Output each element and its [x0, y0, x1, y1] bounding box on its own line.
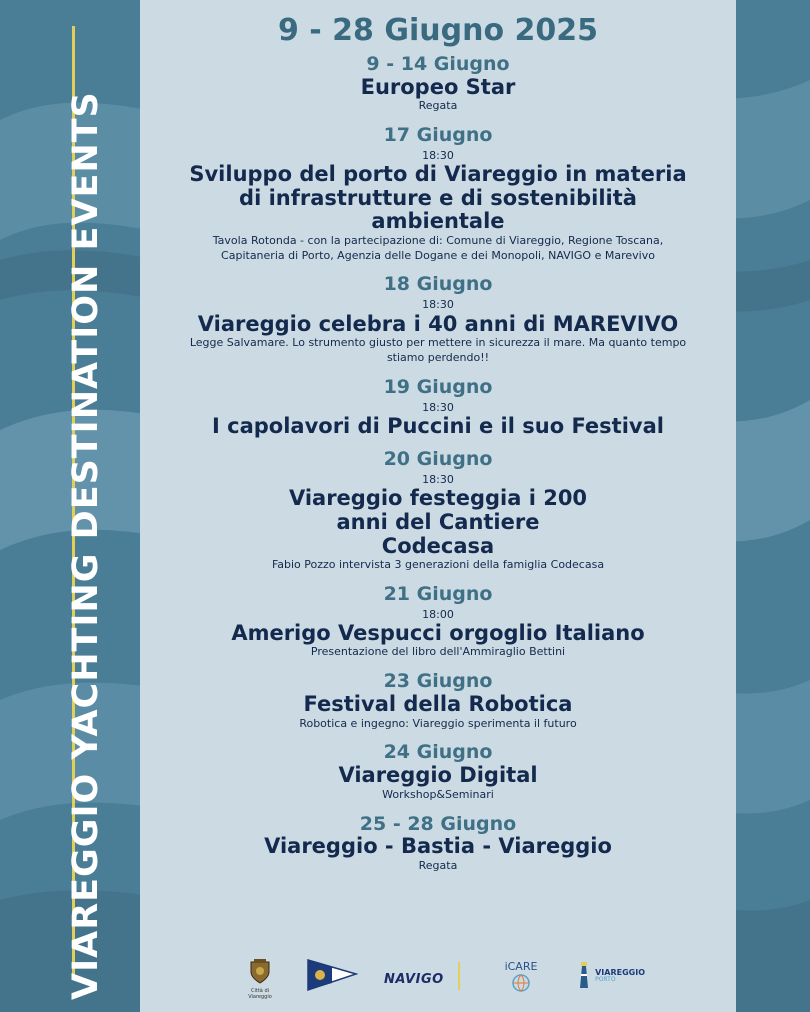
- porto-bottom-text: PORTO: [595, 976, 616, 983]
- yacht-club-logo: [306, 956, 358, 998]
- viareggio-porto-logo: [578, 962, 645, 990]
- navigo-logo: [384, 968, 444, 987]
- side-title: VIAREGGIO YACHTING DESTINATION EVENTS: [66, 91, 106, 1000]
- event-date: 18 Giugno: [383, 273, 493, 296]
- event-date: 19 Giugno: [383, 375, 493, 398]
- comune-caption: Città di Viareggio: [248, 988, 272, 1000]
- icare-logo: [504, 960, 538, 997]
- event-time: 18:30: [422, 400, 454, 414]
- lighthouse-icon: [578, 962, 590, 990]
- event-item: [140, 670, 736, 731]
- event-description: Robotica e ingegno: Viareggio sperimenta il futuro: [299, 716, 577, 730]
- event-item: [140, 273, 736, 365]
- event-description: Regata: [418, 858, 458, 872]
- event-time: 18:00: [422, 607, 454, 621]
- crest-icon: [249, 958, 271, 984]
- event-title: Viareggio festeggia i 200 anni del Cantiere Codecasa: [288, 486, 588, 558]
- event-date: 17 Giugno: [383, 124, 493, 147]
- events-content: [140, 14, 736, 884]
- burgee-icon: [306, 956, 358, 994]
- event-date: 25 - 28 Giugno: [359, 812, 517, 835]
- event-title: Viareggio Digital: [338, 763, 538, 788]
- event-title: Festival della Robotica: [303, 692, 573, 717]
- event-title: Amerigo Vespucci orgoglio Italiano: [231, 620, 645, 645]
- event-date: 24 Giugno: [383, 741, 493, 764]
- icare-text: iCARE: [504, 960, 538, 973]
- page-title: 9 - 28 Giugno 2025: [277, 13, 599, 48]
- event-description: Presentazione del libro dell'Ammiraglio Bettini: [310, 645, 566, 659]
- event-description: Legge Salvamare. Lo strumento giusto per mettere in sicurezza il mare. Ma quanto tempo stiamo perdendo!!: [189, 336, 687, 364]
- event-time: 18:30: [422, 298, 454, 312]
- event-item: [140, 741, 736, 802]
- event-date: 9 - 14 Giugno: [366, 53, 510, 75]
- logo-divider: [458, 962, 460, 990]
- event-description: Fabio Pozzo intervista 3 generazioni della famiglia Codecasa: [271, 558, 605, 572]
- navigo-text: NAVIGO: [384, 972, 444, 987]
- sponsor-logos: [140, 952, 736, 1002]
- event-title: Viareggio celebra i 40 anni di MAREVIVO: [197, 311, 679, 336]
- globe-icon: [508, 973, 534, 993]
- event-item: [140, 448, 736, 572]
- event-date: 23 Giugno: [383, 670, 493, 693]
- events-panel: [140, 0, 736, 1012]
- event-title: I capolavori di Puccini e il suo Festival: [212, 413, 664, 438]
- event-time: 18:30: [422, 473, 454, 487]
- event-item: [140, 376, 736, 439]
- event-date: 20 Giugno: [383, 448, 493, 471]
- event-item: [140, 53, 736, 114]
- event-item: [140, 124, 736, 263]
- side-banner: [0, 0, 140, 1012]
- event-title: Europeo Star: [360, 74, 516, 99]
- porto-top-text: VIAREGGIO: [595, 968, 645, 977]
- event-title: Sviluppo del porto di Viareggio in materia di infrastrutture e di sostenibilità ambientale: [189, 162, 687, 234]
- comune-viareggio-logo: [240, 958, 280, 1000]
- event-description: Workshop&Seminari: [382, 787, 494, 801]
- event-time: 18:30: [422, 148, 454, 162]
- event-item: [140, 813, 736, 874]
- event-item: [140, 583, 736, 660]
- event-description: Regata: [418, 99, 458, 113]
- event-date: 21 Giugno: [383, 582, 493, 605]
- event-description: Tavola Rotonda - con la partecipazione di: Comune di Viareggio, Regione Toscana, Capitaneria di Porto, Agenzia delle Dogane e dei Monopoli, NAVIGO e Marevivo: [212, 233, 664, 262]
- event-title: Viareggio - Bastia - Viareggio: [264, 834, 612, 859]
